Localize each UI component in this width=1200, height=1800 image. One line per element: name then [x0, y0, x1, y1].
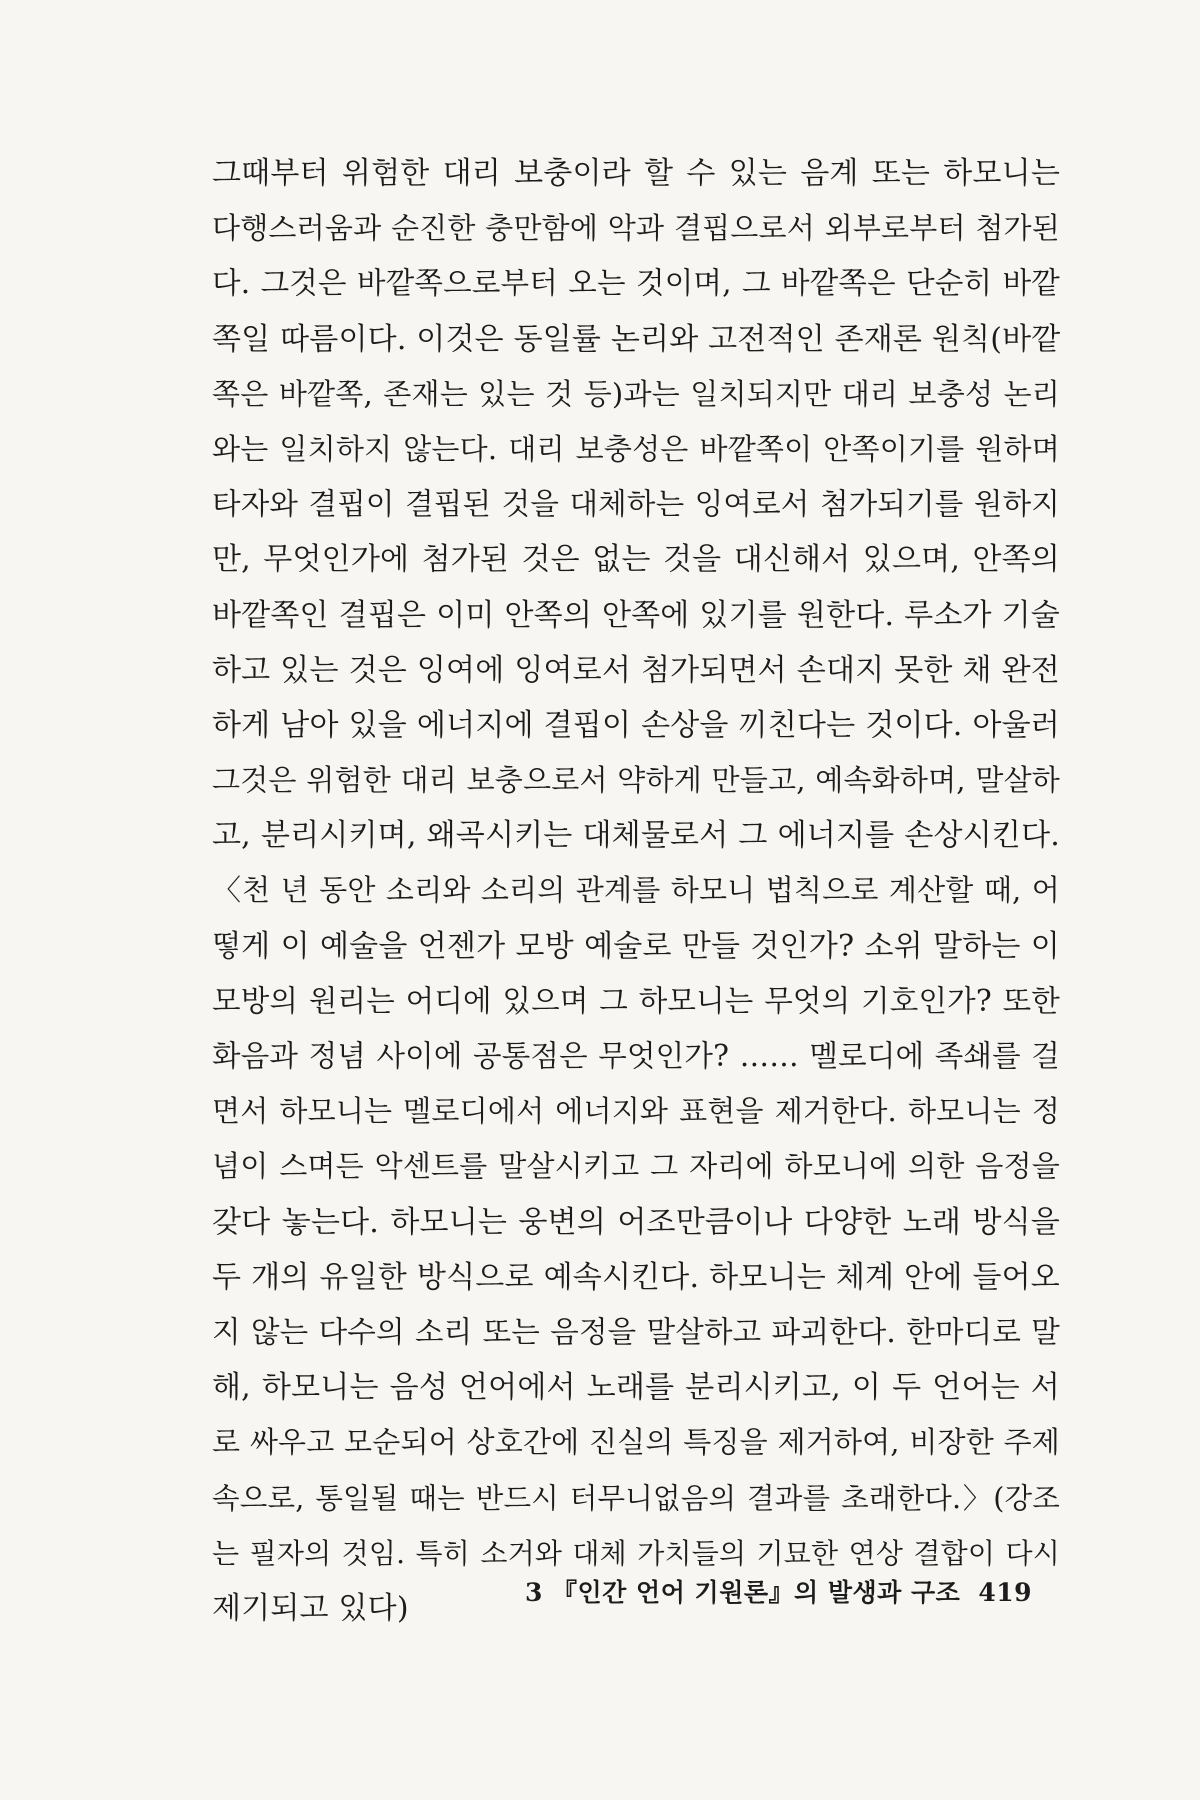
text-line-13: 고, 분리시키며, 왜곡시키는 대체물로서 그 에너지를 손상시킨다. — [212, 818, 1060, 854]
text-line-10: 하고 있는 것은 잉여에 잉여로서 첨가되면서 손대지 못한 채 완전 — [212, 652, 1060, 688]
text-line-11: 하게 남아 있을 에너지에 결핍이 손상을 끼친다는 것이다. 아울러 — [212, 707, 1060, 743]
text-line-21: 두 개의 유일한 방식으로 예속시킨다. 하모니는 체계 안에 들어오 — [212, 1259, 1060, 1295]
text-line-8: 만, 무엇인가에 첨가된 것은 없는 것을 대신해서 있으며, 안쪽의 — [212, 542, 1060, 578]
text-line-6: 와는 일치하지 않는다. 대리 보충성은 바깥쪽이 안쪽이기를 원하며 — [212, 431, 1060, 466]
text-line-18: 면서 하모니는 멜로디에서 에너지와 표현을 제거한다. 하모니는 정 — [212, 1094, 1060, 1129]
text-line-12: 그것은 위험한 대리 보충으로서 약하게 만들고, 예속화하며, 말살하 — [212, 763, 1060, 798]
running-head: 3 『인간 언어 기원론』의 발생과 구조 — [524, 1578, 961, 1607]
text-line-27: 제기되고 있다) — [212, 1590, 409, 1626]
text-line-26: 는 필자의 것임. 특히 소거와 대체 가치들의 기묘한 연상 결합이 다시 — [212, 1536, 1060, 1570]
text-line-25: 속으로, 통일될 때는 반드시 터무니없음의 결과를 초래한다.〉(강조 — [212, 1481, 1060, 1515]
text-line-5: 쪽은 바깥쪽, 존재는 있는 것 등)과는 일치되지만 대리 보충성 논리 — [212, 376, 1060, 411]
text-line-16: 모방의 원리는 어디에 있으며 그 하모니는 무엇의 기호인가? 또한 — [212, 983, 1060, 1018]
text-line-19: 념이 스며든 악센트를 말살시키고 그 자리에 하모니에 의한 음정을 — [212, 1149, 1060, 1184]
page-number: 419 — [978, 1578, 1032, 1607]
text-line-14: 〈천 년 동안 소리와 소리의 관계를 하모니 법칙으로 계산할 때, 어 — [212, 873, 1060, 908]
text-line-15: 떻게 이 예술을 언젠가 모방 예술로 만들 것인가? 소위 말하는 이 — [212, 928, 1060, 964]
text-line-2: 다행스러움과 순진한 충만함에 악과 결핍으로서 외부로부터 첨가된 — [212, 211, 1060, 246]
text-line-7: 타자와 결핍이 결핍된 것을 대체하는 잉여로서 첨가되기를 원하지 — [212, 487, 1060, 522]
text-line-9: 바깥쪽인 결핍은 이미 안쪽의 안쪽에 있기를 원한다. 루소가 기술 — [212, 597, 1060, 633]
body-text — [212, 146, 1060, 1636]
text-line-4: 쪽일 따름이다. 이것은 동일률 논리와 고전적인 존재론 원칙(바깥 — [212, 321, 1061, 357]
text-line-3: 다. 그것은 바깥쪽으로부터 오는 것이며, 그 바깥쪽은 단순히 바깥 — [212, 266, 1060, 301]
text-line-22: 지 않는 다수의 소리 또는 음정을 말살하고 파괴한다. 한마디로 말 — [212, 1314, 1060, 1349]
text-line-24: 로 싸우고 모순되어 상호간에 진실의 특징을 제거하여, 비장한 주제 — [212, 1425, 1060, 1460]
text-line-23: 해, 하모니는 음성 언어에서 노래를 분리시키고, 이 두 언어는 서 — [212, 1370, 1060, 1406]
text-line-1: 그때부터 위험한 대리 보충이라 할 수 있는 음계 또는 하모니는 — [212, 156, 1060, 191]
text-line-17: 화음과 정념 사이에 공통점은 무엇인가? …… 멜로디에 족쇄를 걸 — [212, 1039, 1060, 1073]
running-footer — [525, 1573, 1032, 1609]
text-line-20: 갖다 놓는다. 하모니는 웅변의 어조만큼이나 다양한 노래 방식을 — [212, 1204, 1060, 1240]
